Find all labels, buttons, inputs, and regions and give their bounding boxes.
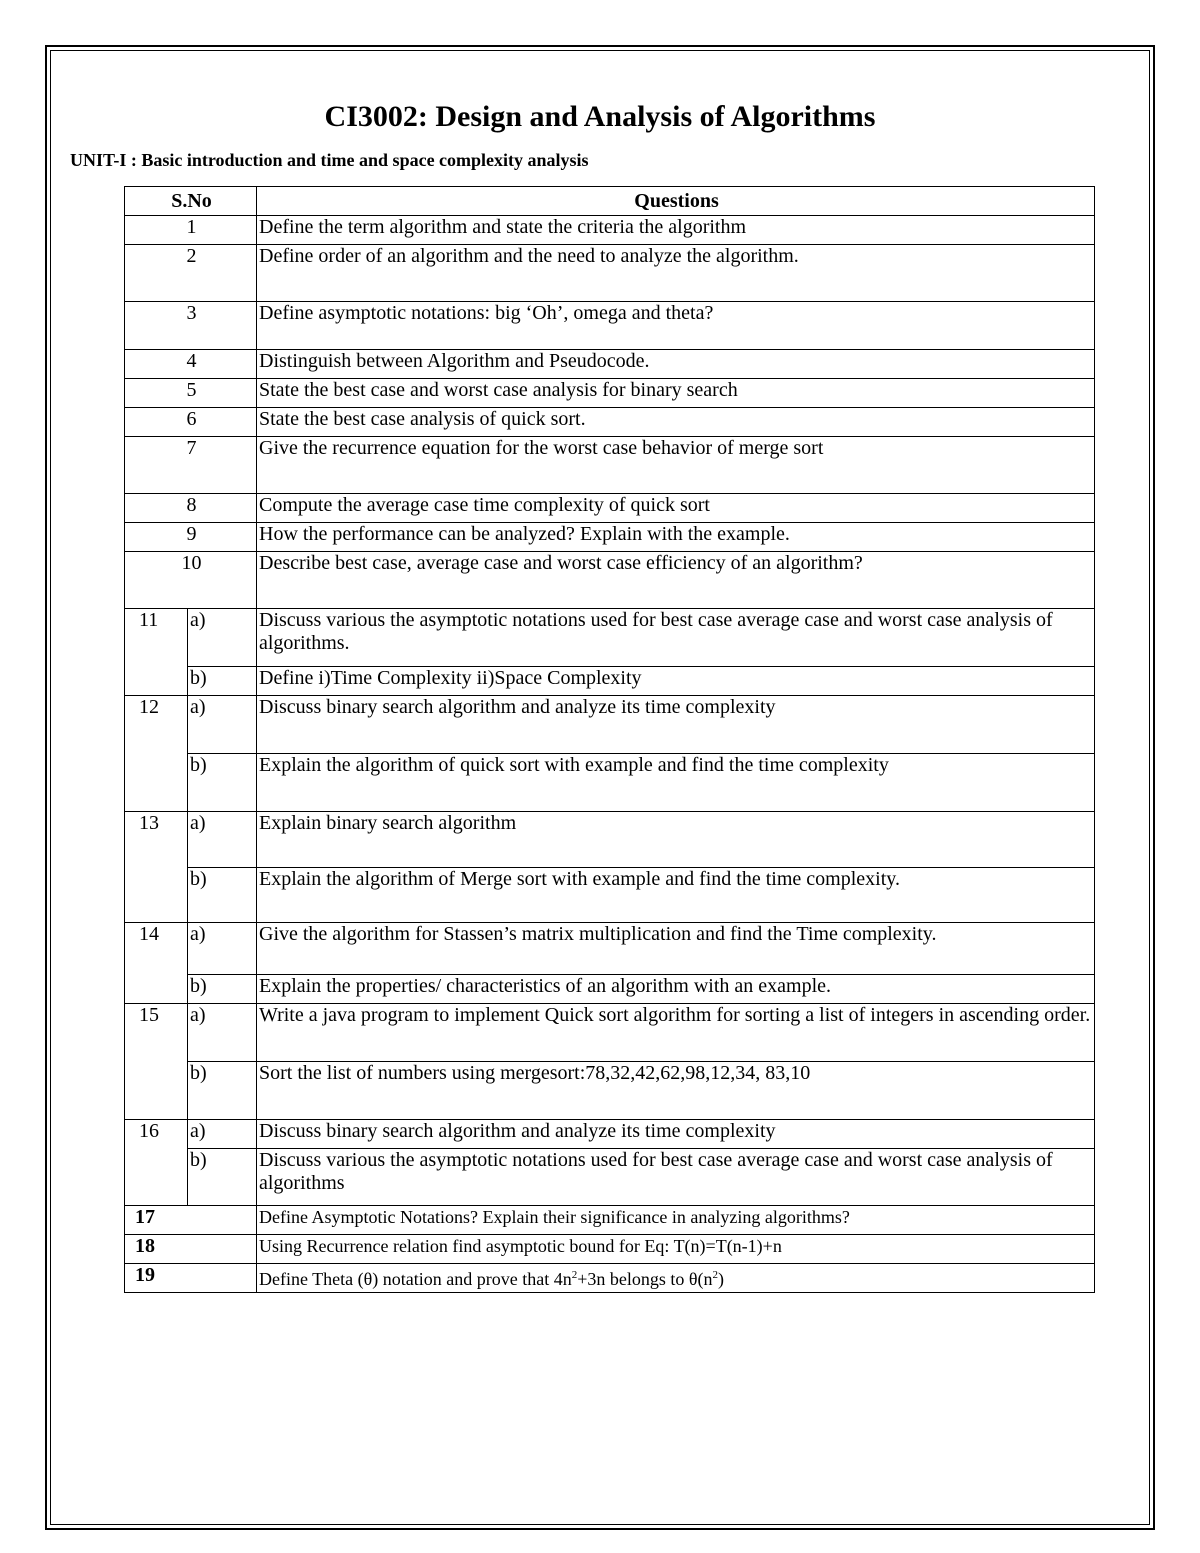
table-row xyxy=(125,1120,1095,1149)
table-header-row xyxy=(125,187,1095,216)
table-row xyxy=(125,1004,1095,1062)
row-number: 7 xyxy=(125,437,257,494)
table-row xyxy=(125,1235,1095,1264)
row-number: 10 xyxy=(125,552,257,609)
table-row xyxy=(125,609,1095,667)
unit-heading: UNIT-I : Basic introduction and time and space complexity analysis xyxy=(70,150,589,170)
table-row xyxy=(125,523,1095,552)
row-number: 5 xyxy=(125,379,257,408)
question-text: Give the algorithm for Stassen’s matrix multiplication and find the Time complexity. xyxy=(257,923,1095,975)
superscript: 2 xyxy=(571,1269,578,1281)
row-number: 15 xyxy=(125,1004,188,1120)
question-text: How the performance can be analyzed? Explain with the example. xyxy=(257,523,1095,552)
row-number: 16 xyxy=(125,1120,188,1206)
part-label: a) xyxy=(188,609,257,667)
table-row xyxy=(125,379,1095,408)
row-number: 8 xyxy=(125,494,257,523)
table-row xyxy=(125,868,1095,923)
table-row xyxy=(125,216,1095,245)
question-text: Using Recurrence relation find asymptotic bound for Eq: T(n)=T(n-1)+n xyxy=(257,1235,1095,1264)
questions-table xyxy=(124,186,1095,1293)
row-number: 19 xyxy=(125,1264,257,1293)
table-row xyxy=(125,754,1095,812)
part-label: b) xyxy=(188,667,257,696)
question-text: Discuss various the asymptotic notations used for best case average case and worst case analysis of algorithms xyxy=(257,1149,1095,1206)
part-label: a) xyxy=(188,1120,257,1149)
questions-header: Questions xyxy=(257,187,1095,216)
table-row xyxy=(125,1149,1095,1206)
table-row xyxy=(125,667,1095,696)
question-text: State the best case and worst case analysis for binary search xyxy=(257,379,1095,408)
question-text: Write a java program to implement Quick sort algorithm for sorting a list of integers in ascending order. xyxy=(257,1004,1095,1062)
question-text: Explain binary search algorithm xyxy=(257,812,1095,868)
row-number: 14 xyxy=(125,923,188,1004)
row-number: 17 xyxy=(125,1206,257,1235)
question-text: Give the recurrence equation for the worst case behavior of merge sort xyxy=(257,437,1095,494)
table-row xyxy=(125,923,1095,975)
part-label: a) xyxy=(188,812,257,868)
table-row xyxy=(125,245,1095,302)
question-text-part: Define Theta (θ) notation and prove that 4n xyxy=(259,1269,572,1289)
table-row xyxy=(125,302,1095,350)
part-label: a) xyxy=(188,696,257,754)
part-label: b) xyxy=(188,868,257,923)
row-number: 2 xyxy=(125,245,257,302)
row-number: 4 xyxy=(125,350,257,379)
row-number: 18 xyxy=(125,1235,257,1264)
part-label: b) xyxy=(188,754,257,812)
table-row xyxy=(125,1264,1095,1293)
question-text: Define Asymptotic Notations? Explain their significance in analyzing algorithms? xyxy=(257,1206,1095,1235)
superscript: 2 xyxy=(712,1269,718,1281)
question-text-part: ) xyxy=(717,1269,724,1289)
table-row xyxy=(125,975,1095,1004)
table-row xyxy=(125,350,1095,379)
question-text: Explain the algorithm of quick sort with example and find the time complexity xyxy=(257,754,1095,812)
row-number: 12 xyxy=(125,696,188,812)
question-text: Describe best case, average case and worst case efficiency of an algorithm? xyxy=(257,552,1095,609)
part-label: b) xyxy=(188,1149,257,1206)
row-number: 1 xyxy=(125,216,257,245)
document-title: CI3002: Design and Analysis of Algorithms xyxy=(324,100,876,133)
question-text: Define order of an algorithm and the need to analyze the algorithm. xyxy=(257,245,1095,302)
sno-header: S.No xyxy=(125,187,257,216)
row-number: 13 xyxy=(125,812,188,923)
part-label: b) xyxy=(188,975,257,1004)
question-text: State the best case analysis of quick sort. xyxy=(257,408,1095,437)
table-row xyxy=(125,408,1095,437)
question-text: Explain the algorithm of Merge sort with example and find the time complexity. xyxy=(257,868,1095,923)
question-text: Compute the average case time complexity of quick sort xyxy=(257,494,1095,523)
table-row xyxy=(125,1206,1095,1235)
question-text: Explain the properties/ characteristics of an algorithm with an example. xyxy=(257,975,1095,1004)
table-row xyxy=(125,696,1095,754)
part-label: a) xyxy=(188,1004,257,1062)
row-number: 6 xyxy=(125,408,257,437)
question-text-part: +3n belongs to θ(n xyxy=(577,1269,713,1289)
table-row xyxy=(125,552,1095,609)
table-row xyxy=(125,812,1095,868)
question-text: Sort the list of numbers using mergesort:78,32,42,62,98,12,34, 83,10 xyxy=(257,1062,1095,1120)
question-text: Define i)Time Complexity ii)Space Complexity xyxy=(257,667,1095,696)
question-text: Discuss binary search algorithm and analyze its time complexity xyxy=(257,1120,1095,1149)
question-text xyxy=(257,1264,1095,1293)
table-row xyxy=(125,494,1095,523)
part-label: a) xyxy=(188,923,257,975)
table-row xyxy=(125,437,1095,494)
part-label: b) xyxy=(188,1062,257,1120)
question-text: Discuss binary search algorithm and analyze its time complexity xyxy=(257,696,1095,754)
question-text: Distinguish between Algorithm and Pseudocode. xyxy=(257,350,1095,379)
row-number: 3 xyxy=(125,302,257,350)
question-text: Define asymptotic notations: big ‘Oh’, omega and theta? xyxy=(257,302,1095,350)
question-text: Discuss various the asymptotic notations used for best case average case and worst case analysis of algorithms. xyxy=(257,609,1095,667)
question-text: Define the term algorithm and state the criteria the algorithm xyxy=(257,216,1095,245)
table-row xyxy=(125,1062,1095,1120)
row-number: 9 xyxy=(125,523,257,552)
row-number: 11 xyxy=(125,609,188,696)
